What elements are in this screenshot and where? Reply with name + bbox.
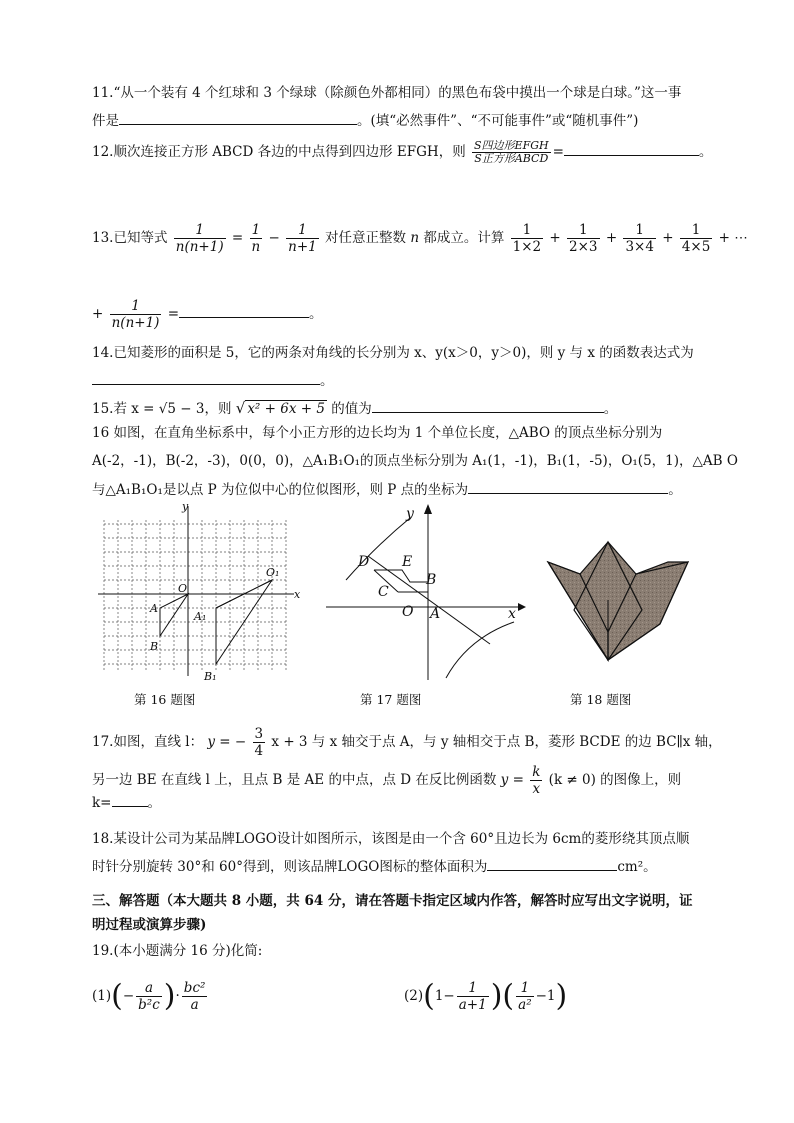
f16-x-label: x: [294, 588, 300, 601]
q19-p2-label: (2): [404, 988, 424, 1004]
figure-16-grid: [92, 500, 300, 690]
q13-mid: 对任意正整数: [325, 230, 407, 246]
q13-line2: + $\frac{1}{n(n+1)}$ = 。: [92, 298, 323, 331]
q19-p1-minus: −: [122, 988, 135, 1004]
section3-line1: 三、解答题（本大题共 8 小题，共 64 分，请在答题卡指定区域内作答，解答时应写出文字说明，证: [92, 893, 693, 909]
rparen-icon: ): [163, 978, 176, 1014]
q19-p1-frac-a: $\frac{a}{\text{b²c}}$: [138, 980, 160, 1013]
q17-eq: y = −: [207, 734, 247, 750]
section3-line2: 明过程或演算步骤): [92, 917, 207, 933]
q14-answer-blank[interactable]: [92, 370, 320, 385]
f16-O-label: O: [178, 582, 188, 595]
q18-answer-blank[interactable]: [487, 856, 617, 871]
lparen-icon: (: [423, 978, 435, 1014]
q17-end: 。: [147, 795, 161, 811]
q11-post: 。(填“必然事件”、“不可能事件”或“随机事件”): [357, 113, 639, 129]
q12-pre: 12.顺次连接正方形 ABCD 各边的中点得到四边形 EFGH，则: [92, 144, 466, 160]
q13-last-plus: +: [92, 306, 104, 322]
q11-pre: 件是: [92, 113, 119, 129]
f17-B-label: B: [426, 572, 437, 588]
q17-func: y =: [500, 772, 524, 788]
q19-p2-frac-b: $\frac{1}{\text{a²}}$: [518, 980, 532, 1013]
q12-fraction: $\frac{\text{S四边形EFGH}}{\text{S正方形ABCD}}$: [474, 139, 549, 165]
q16-pre: 与△A₁B₁O₁是以点 P 为位似中心的位似图形，则 P 点的坐标为: [92, 482, 469, 498]
q17-cond: (k ≠ 0): [548, 772, 596, 788]
f16-B1-label: B₁: [204, 670, 217, 683]
q16-line2: A(-2，-1)，B(-2，-3)，0(0，0)，△A₁B₁O₁的顶点坐标分别为 A₁(1，-1)，B₁(1，-5)，O₁(5，1)，△AB O: [92, 453, 738, 469]
f16-A-label: A: [150, 602, 158, 615]
q13-pre: 13.已知等式: [92, 230, 168, 246]
q19-part1: [92, 980, 209, 1013]
q19-p2-frac-a: $\frac{1}{a+1}$: [458, 980, 487, 1013]
f17-D-label: D: [358, 554, 370, 570]
q17-line3: [92, 792, 161, 812]
q14-line1: 14.已知菱形的面积是 5，它的两条对角线的长分别为 x、y(x＞0，y＞0)，则 y 与 x 的函数表达式为: [92, 345, 694, 361]
q13-last-eq: =: [167, 306, 180, 322]
q13-answer-blank[interactable]: [179, 303, 309, 318]
q15-line: [92, 398, 617, 418]
q17-line1: [92, 726, 722, 759]
q16-line3: [92, 479, 682, 499]
q17-line2-pre: 另一边 BE 在直线 l 上，且点 B 是 AE 的中点，点 D 在反比例函数: [92, 772, 497, 788]
f17-x-label: x: [508, 606, 516, 622]
q13-ellipsis: + ⋯: [718, 230, 748, 246]
sqrt-icon: √: [235, 399, 246, 417]
f17-y-label: y: [406, 506, 414, 522]
q15-post: 的值为: [331, 401, 372, 417]
f17-E-label: E: [402, 554, 413, 570]
f17-A-label: A: [430, 606, 441, 622]
q19-part2: [404, 980, 567, 1013]
f16-O1-label: O₁: [266, 566, 280, 579]
q13-line1: [92, 222, 748, 255]
q15-pre: 15.若 x = √5 − 3，则: [92, 401, 232, 417]
q17-pre: 17.如图，直线 l：: [92, 734, 204, 750]
q15-answer-blank[interactable]: [372, 398, 604, 413]
q18-unit: cm²。: [617, 859, 657, 875]
q17-after: x + 3 与 x 轴交于点 A，与 y 轴相交于点 B，菱形 BCDE 的边 BC∥x 轴，: [271, 734, 722, 750]
q19-p1-dot: ·: [175, 988, 180, 1004]
fig17-caption: 第 17 题图: [360, 692, 422, 707]
q13-mid2: 都成立。计算: [423, 230, 505, 246]
q13-plus2: +: [605, 230, 618, 246]
q18-line1: 18.某设计公司为某品牌LOGO设计如图所示，该图是由一个含 60°且边长为 6cm的菱形绕其顶点顺: [92, 831, 690, 847]
q19-p1-label: (1): [92, 988, 112, 1004]
q19-title: 19.(本小题满分 16 分)化简:: [92, 943, 263, 959]
rparen-icon: ): [490, 978, 503, 1014]
q15-radicand: x² + 6x + 5: [247, 401, 325, 417]
q13-s3: $\frac{1}{3\times 4}$: [625, 222, 654, 255]
q13-n: n: [410, 230, 420, 246]
q17-line2-post: 的图像上，则: [600, 772, 682, 788]
q17-k-fraction: $\frac{k}{x}$: [532, 764, 541, 797]
q13-eq: =: [231, 230, 244, 246]
fig18-caption: 第 18 题图: [570, 692, 632, 707]
q19-p2-one: 1−: [434, 988, 455, 1004]
q13-last: $\frac{1}{n(n+1)}$: [111, 298, 160, 331]
q14-line2: [92, 370, 334, 390]
q12-line: 12.顺次连接正方形 ABCD 各边的中点得到四边形 EFGH，则 $\frac{\text{S四边形EFGH}}{\text{S正方形ABCD}}$ = 。: [92, 139, 713, 165]
figure-17-diagram: [318, 500, 528, 690]
q17-line2: [92, 764, 681, 797]
q11-line2: [92, 110, 638, 130]
q19-p1-frac-b: $\frac{\text{bc²}}{a}$: [183, 980, 206, 1013]
q13-b: $\frac{1}{n+1}$: [288, 222, 317, 255]
q18-line2: [92, 856, 657, 876]
q13-minus: −: [268, 230, 280, 246]
f16-A1-label: A₁: [194, 610, 207, 623]
q13-plus3: +: [662, 230, 674, 246]
lparen-icon: (: [111, 978, 123, 1014]
q17-answer-blank[interactable]: [112, 792, 148, 807]
q17-fraction: $\frac{3}{4}$: [254, 726, 264, 759]
q16-answer-blank[interactable]: [468, 479, 668, 494]
f16-y-label: y: [182, 500, 189, 513]
q19-p2-minus1: −1: [535, 988, 556, 1004]
q12-answer-blank[interactable]: [564, 141, 699, 156]
f17-O-label: O: [402, 604, 414, 620]
q15-end: 。: [603, 401, 618, 417]
q11-line1: 11.“从一个装有 4 个红球和 3 个绿球（除颜色外都相同）的黑色布袋中摸出一个球是白球。”这一事: [92, 85, 682, 101]
fig16-caption: 第 16 题图: [134, 692, 196, 707]
rparen-icon: ): [555, 978, 568, 1014]
q11-answer-blank[interactable]: [119, 110, 357, 125]
q13-s1: $\frac{1}{1\times 2}$: [512, 222, 542, 255]
q17-k: k=: [92, 795, 112, 811]
q13-lhs: $\frac{1}{n(n+1)}$: [175, 222, 224, 255]
q18-pre: 时针分别旋转 30°和 60°得到，则该品牌LOGO图标的整体面积为: [92, 859, 488, 875]
q13-s2: $\frac{1}{2\times 3}$: [569, 222, 598, 255]
figure-18-logo: [544, 540, 694, 666]
q13-s4: $\frac{1}{4\times 5}$: [681, 222, 711, 255]
f17-C-label: C: [378, 584, 389, 600]
q16-end: 。: [668, 482, 682, 498]
q13-a: $\frac{1}{n}$: [251, 222, 261, 255]
q16-line1: 16 如图，在直角坐标系中，每个小正方形的边长均为 1 个单位长度，△ABO 的顶点坐标分别为: [92, 425, 663, 441]
q14-end: 。: [320, 373, 334, 389]
q12-eq: =: [552, 144, 564, 160]
q13-plus: +: [549, 230, 561, 246]
lparen-icon: (: [502, 978, 515, 1014]
f16-B-label: B: [150, 640, 159, 653]
